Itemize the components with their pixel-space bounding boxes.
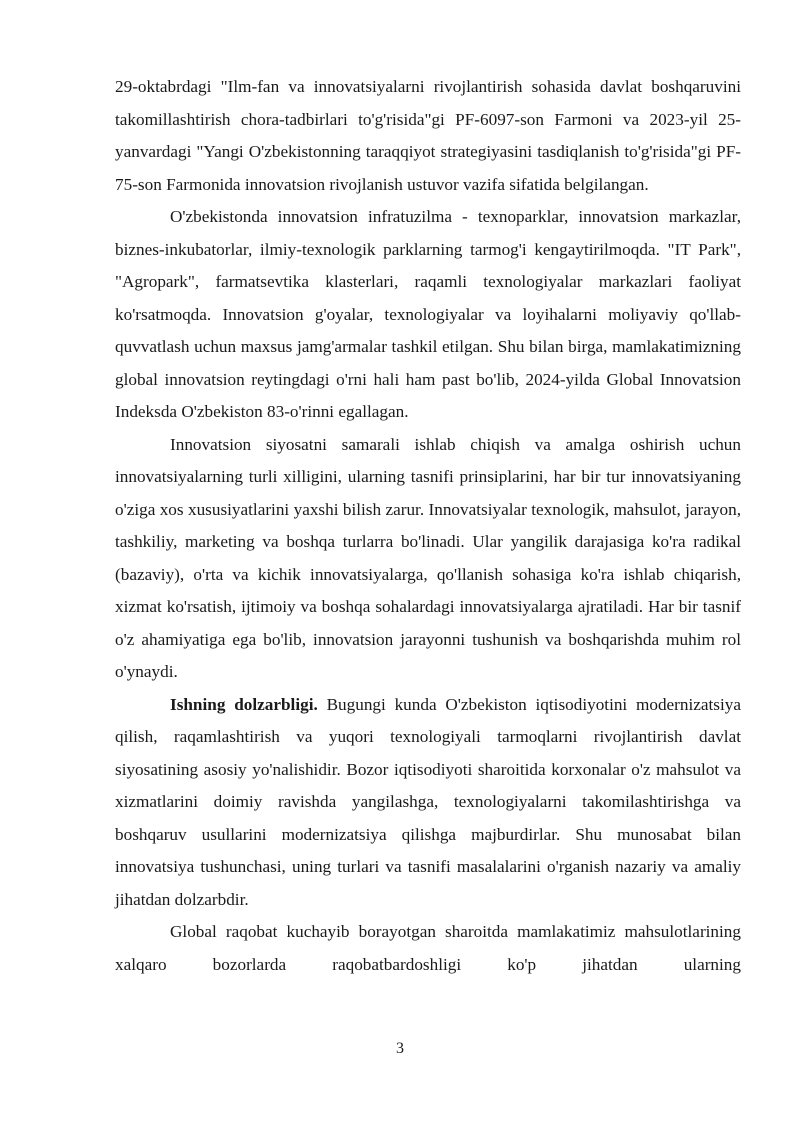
paragraph-text: O'zbekistonda innovatsion infratuzilma - texnoparklar, innovatsion markazlar, biznes-inkubatorlar, ilmiy-texnologik parklarning tarmog'i kengaytirilmoqda. "IT Park", "Agropark", farmatsevtika klasterlari, raqamli texnologiyalar markazlari faoliyat ko'rsatmoqda. Innovatsion g'oyalar, texnologiyalar va loyihalarni moliyaviy qo'llab-quvvatlash uchun maxsus jamg'armalar tashkil etilgan. Shu bilan birga, mamlakatimizning global innovatsion reytingdagi o'rni hali ham past bo'lib, 2024-yilda Global Innovatsion Indeksda O'zbekiston 83-o'rinni egallagan. <box>115 207 741 421</box>
paragraph <box>115 689 741 917</box>
paragraph <box>115 71 741 201</box>
paragraph-text: Global raqobat kuchayib borayotgan sharoitda mamlakatimiz mahsulotlarining xalqaro bozorlarda raqobatbardoshligi ko'p jihatdan ularning <box>115 922 741 974</box>
paragraph-text: Innovatsion siyosatni samarali ishlab chiqish va amalga oshirish uchun innovatsiyalarning turli xilligini, ularning tasnifi prinsiplarini, har bir tur innovatsiyaning o'ziga xos xususiyatlarini yaxshi bilish zarur. Innovatsiyalar texnologik, mahsulot, jarayon, tashkiliy, marketing va boshqa turlarra bo'linadi. Ular yangilik darajasiga ko'ra radikal (bazaviy), o'rta va kichik innovatsiyalarga, qo'llanish sohasiga ko'ra ishlab chiqarish, xizmat ko'rsatish, ijtimoiy va boshqa sohalardagi innovatsiyalarga ajratiladi. Har bir tasnif o'z ahamiyatiga ega bo'lib, innovatsion jarayonni tushunish va boshqarishda muhim rol o'ynaydi. <box>115 434 741 681</box>
section-lead-heading: Ishning dolzarbligi. <box>170 694 318 714</box>
paragraph <box>115 429 741 689</box>
paragraph-text: 29-oktabrdagi "Ilm-fan va innovatsiyalarni rivojlantirish sohasida davlat boshqaruvini takomillashtirish chora-tadbirlari to'g'risida"gi PF-6097-son Farmoni va 2023-yil 25-yanvardagi "Yangi O'zbekistonning taraqqiyot strategiyasini tasdiqlanish to'g'risida"gi PF-75-son Farmonida innovatsion rivojlanish ustuvor vazifa sifatida belgilangan. <box>115 77 741 194</box>
paragraph <box>115 916 741 981</box>
paragraph <box>115 201 741 429</box>
paragraph-text: Bugungi kunda O'zbekiston iqtisodiyotini modernizatsiya qilish, raqamlashtirish va yuqori texnologiyali tarmoqlarni rivojlantirish davlat siyosatining asosiy yo'nalishidir. Bozor iqtisodiyoti sharoitida korxonalar o'z mahsulot va xizmatlarini doimiy ravishda yangilashga, texnologiyalarni takomilashtirishga va boshqaruv usullarini modernizatsiya qilishga majburdirlar. Shu munosabat bilan innovatsiya tushunchasi, uning turlari va tasnifi masalalarini o'rganish nazariy va amaliy jihatdan dolzarbdir. <box>115 694 741 909</box>
page-number: 3 <box>396 1040 404 1057</box>
body-text <box>115 71 741 981</box>
